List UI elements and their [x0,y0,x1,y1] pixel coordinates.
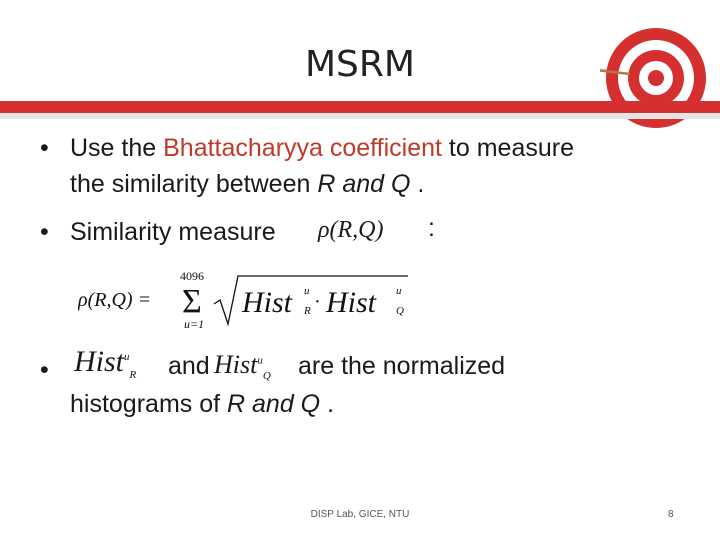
bullet-3-line2 [70,390,334,419]
hist-q-sub: Q [262,370,271,383]
page-number: 8 [668,509,674,520]
bullet-2-colon: : [428,214,435,242]
similarity-equation [78,268,418,330]
hist-q-sup: u [257,354,263,367]
hist-r-text: Hist [74,345,125,378]
bullet-1-line2-italic: R and Q [317,170,411,198]
slide-title: MSRM [305,44,415,85]
hist-q-text: Hist [214,350,258,379]
sum-symbol: Σ [182,283,202,320]
similarity-symbol: ρ(R,Q) [318,217,384,243]
equation-term2-sub: Q [396,305,404,317]
hist-r-sup: u [124,351,130,363]
bullet-3-line2-pre: histograms of [70,390,228,418]
equation-lhs: ρ(R,Q) = [78,289,152,311]
equation-term1: Hist [242,286,293,319]
bullet-2 [40,214,276,250]
bullet-3-and: and [168,352,210,380]
bullet-3-rest: are the normalized [298,352,506,380]
bhattacharyya-highlight: Bhattacharyya coefficient [163,134,442,162]
equation-term2-sup: u [396,285,402,297]
equation-term1-sub: R [304,305,311,317]
hist-r [74,345,136,381]
footer-text: DISP Lab, GICE, NTU [310,509,410,520]
sum-upper-limit: 4096 [180,269,204,283]
header-bar-shadow [0,113,720,119]
hist-q [214,350,271,382]
bullet-1-line2-post: . [410,170,425,198]
bullet-3-marker: • [40,356,49,384]
header-bar [0,101,720,113]
equation-term1-sup: u [304,285,310,297]
sum-lower-limit: u=1 [184,317,205,330]
equation-term2: Hist [326,286,377,319]
bullet-1 [40,130,700,202]
bullet-1-marker: • [40,134,49,162]
hist-r-sub: R [129,369,137,381]
bullet-1-pre: Use the [70,134,164,162]
bullet-2-marker: • [40,218,49,246]
bullet-2-text: Similarity measure [70,218,276,246]
bullet-3-line2-post: . [320,390,335,418]
equation-dot: · [314,291,321,313]
bullet-3-line2-italic: R and Q [227,390,321,418]
bullet-1-line2-pre: the similarity between [70,170,318,198]
bullet-1-post: to measure [441,134,574,162]
